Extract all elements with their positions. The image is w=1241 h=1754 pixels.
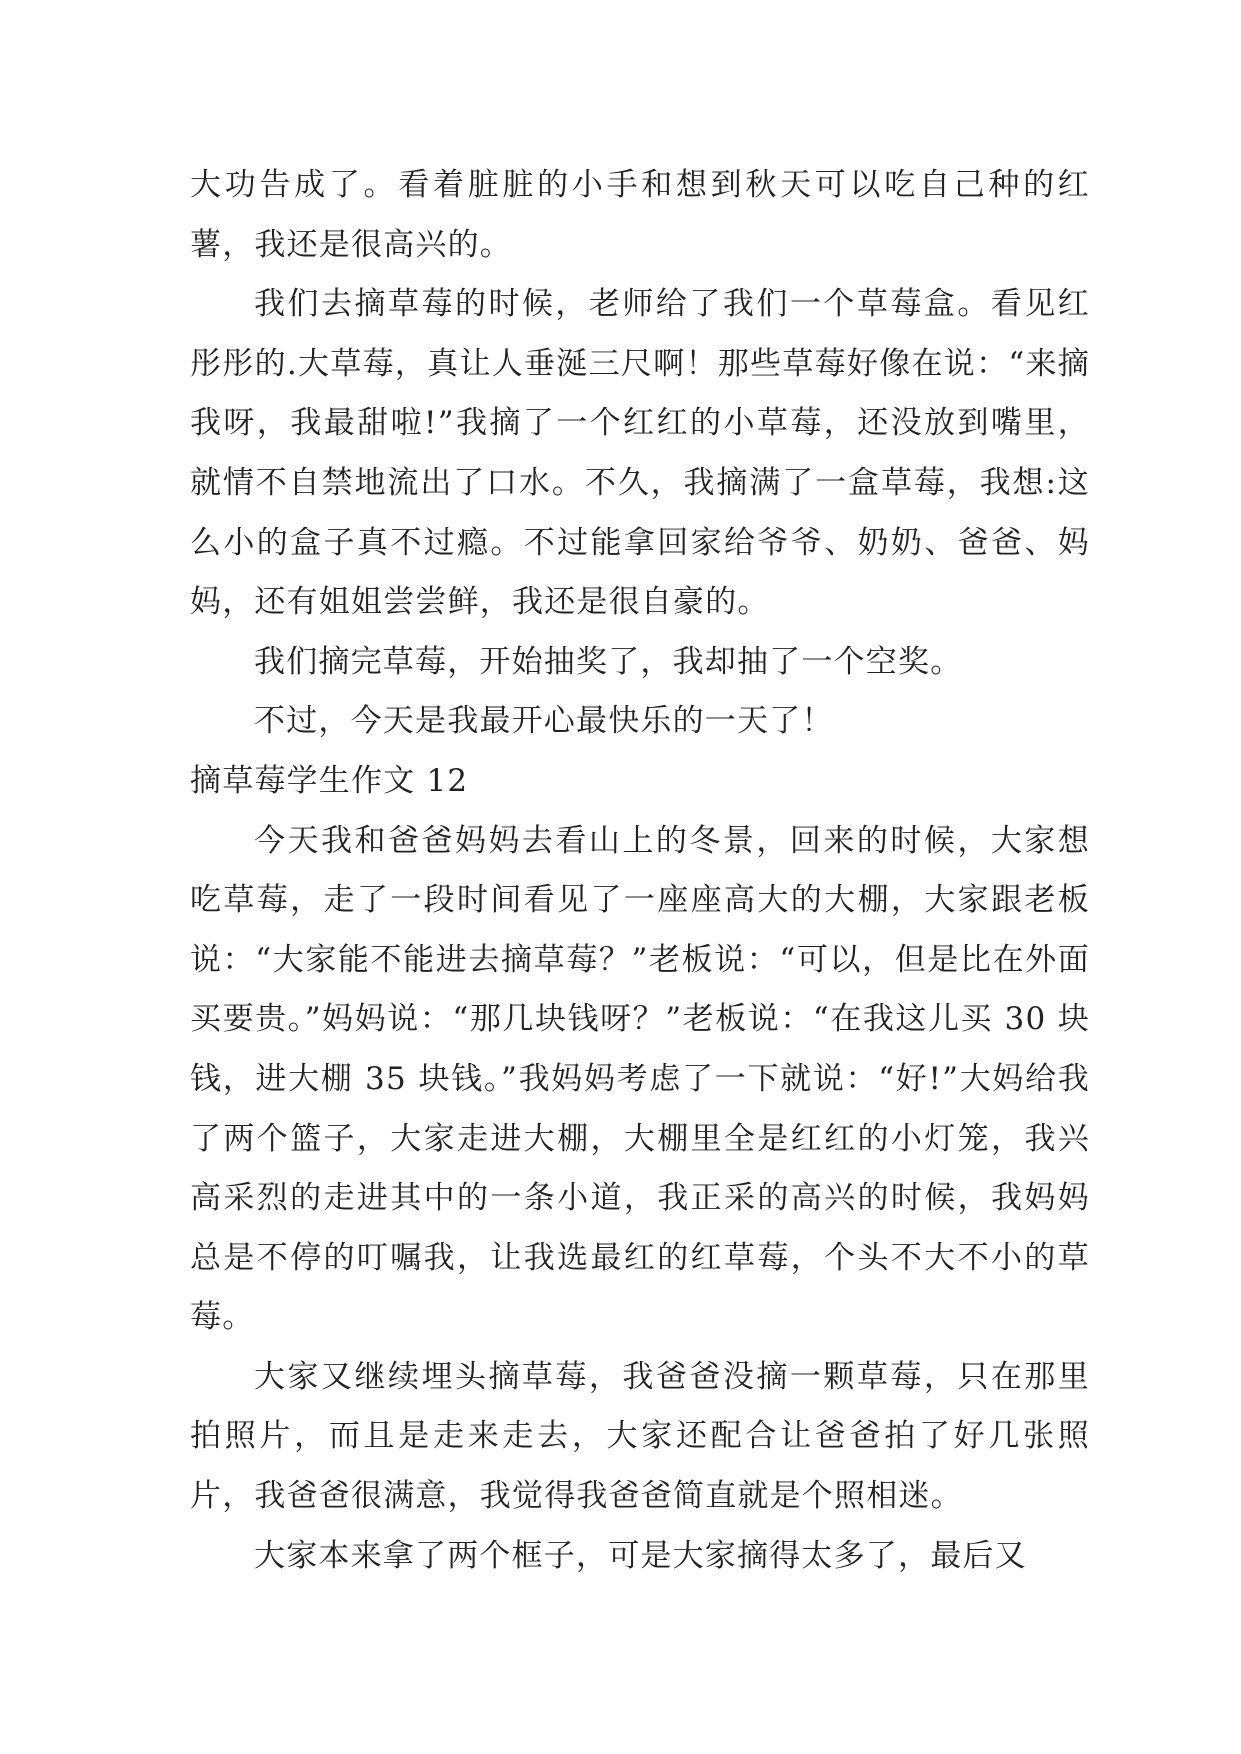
paragraph-lottery: 我们摘完草莓，开始抽奖了，我却抽了一个空奖。	[254, 643, 963, 680]
paragraph-happiest-day: 不过，今天是我最开心最快乐的一天了！	[254, 703, 834, 740]
paragraph-dad-photos: 大家又继续埋头摘草莓，我爸爸没摘一颗草莓，只在那里拍照片，而且是走来走去，大家还配合让爸爸拍了好几张照片，我爸爸很满意，我觉得我爸爸简直就是个照相迷。	[190, 1358, 1090, 1515]
paragraph-continuation: 大功告成了。看着脏脏的小手和想到秋天可以吃自己种的红薯，我还是很高兴的。	[190, 167, 1090, 263]
paragraph-baskets: 大家本来拿了两个框子，可是大家摘得太多了，最后又	[254, 1537, 1027, 1574]
document-body	[190, 156, 1090, 1586]
paragraph-strawberry-picking: 我们去摘草莓的时候，老师给了我们一个草莓盒。看见红彤彤的.大草莓，真让人垂涎三尺啊！那些草莓好像在说：“来摘我呀，我最甜啦!”我摘了一个红红的小草莓，还没放到嘴里，就情不自禁地流出了口水。不久，我摘满了一盒草莓，我想:这么小的盒子真不过瘾。不过能拿回家给爷爷、奶奶、爸爸、妈妈，还有姐姐尝尝鲜，我还是很自豪的。	[190, 286, 1090, 621]
paragraph-winter-trip: 今天我和爸爸妈妈去看山上的冬景，回来的时候，大家想吃草莓，走了一段时间看见了一座座高大的大棚，大家跟老板说：“大家能不能进去摘草莓？”老板说：“可以，但是比在外面买要贵。”妈妈说：“那几块钱呀？”老板说：“在我这儿买 30 块钱，进大棚 35 块钱。”我妈妈考虑了一下就说：“好!”大妈给我了两个篮子，大家走进大棚，大棚里全是红红的小灯笼，我兴高采烈的走进其中的一条小道，我正采的高兴的时候，我妈妈总是不停的叮嘱我，让我选最红的红草莓，个头不大不小的草莓。	[190, 822, 1090, 1336]
essay-heading: 摘草莓学生作文 12	[190, 762, 469, 799]
